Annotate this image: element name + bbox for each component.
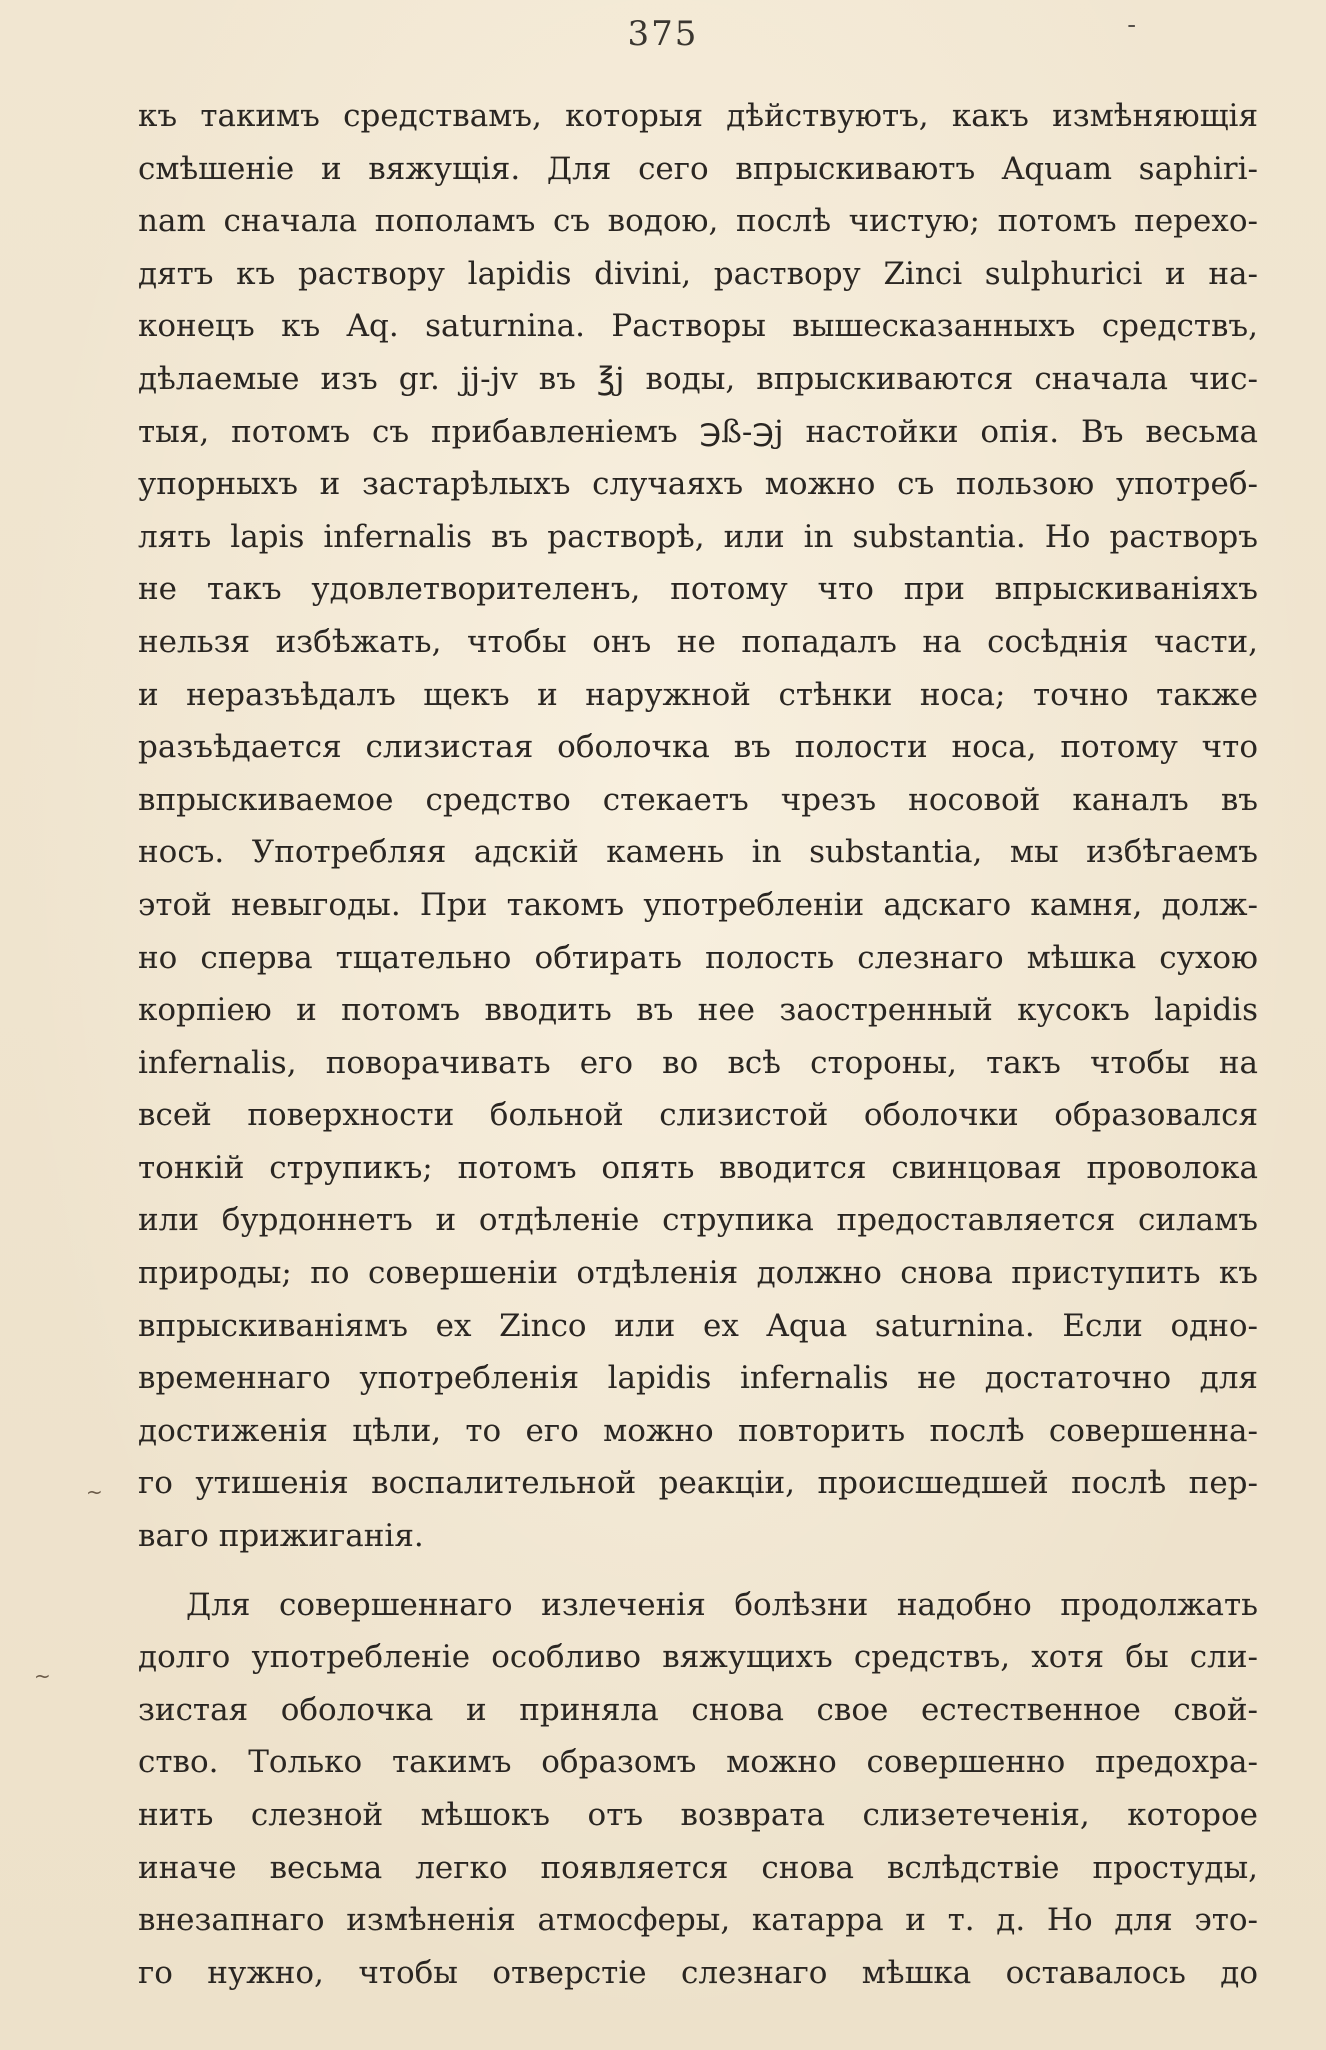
text-line: но сперва тщательно обтирать полость слезнаго мѣшка сухою [138, 939, 1258, 976]
text-line: nam сначала пополамъ съ водою, послѣ чистую; потомъ перехо- [138, 203, 1258, 240]
text-line: всей поверхности больной слизистой оболочки образовался [138, 1097, 1258, 1134]
text-line: или бурдоннетъ и отдѣленіе струпика предоставляется силамъ [138, 1202, 1258, 1239]
text-line: конецъ къ Aq. saturnina. Растворы вышесказанныхъ средствъ, [138, 308, 1258, 345]
corner-mark: - [1127, 10, 1136, 40]
text-line: упорныхъ и застарѣлыхъ случаяхъ можно съ пользою употреб- [138, 466, 1258, 503]
margin-mark: ~ [86, 1480, 103, 1504]
text-line: тыя, потомъ съ прибавленіемъ ℈ß-℈j настойки опія. Въ весьма [138, 413, 1258, 450]
text-line: впрыскиваемое средство стекаетъ чрезъ носовой каналъ въ [138, 781, 1258, 818]
text-line: этой невыгоды. При такомъ употребленіи адскаго камня, долж- [138, 886, 1258, 923]
text-line: лять lapis infernalis въ растворѣ, или in substantia. Но растворъ [138, 518, 1258, 555]
text-line: дѣлаемые изъ gr. jj-jv въ ℥j воды, впрыскиваются сначала чис- [138, 360, 1258, 397]
paragraph-end-line: ваго прижиганія. [138, 1518, 424, 1555]
text-line: иначе весьма легко появляется снова вслѣдствіе простуды, [138, 1849, 1258, 1886]
text-line: природы; по совершеніи отдѣленія должно снова приступить къ [138, 1255, 1258, 1292]
text-line: нельзя избѣжать, чтобы онъ не попадалъ на сосѣднія части, [138, 623, 1258, 660]
text-line: го утишенія воспалительной реакціи, происшедшей послѣ пер- [138, 1465, 1258, 1502]
text-line: нить слезной мѣшокъ отъ возврата слизетеченія, которое [138, 1797, 1258, 1833]
body-text [138, 90, 1258, 1999]
text-line: внезапнаго измѣненія атмосферы, катарра и т. д. Но для это- [138, 1902, 1258, 1939]
text-line: носъ. Употребляя адскій камень in substantia, мы избѣгаемъ [138, 834, 1258, 871]
text-line: не такъ удовлетворителенъ, потому что при впрыскиваніяхъ [138, 571, 1258, 608]
text-line: зистая оболочка и приняла снова свое естественное свой- [138, 1691, 1258, 1728]
text-line: смѣшеніе и вяжущія. Для сего впрыскиваютъ Aquam saphiri- [138, 150, 1258, 187]
text-line: временнаго употребленія lapidis infernalis не достаточно для [138, 1360, 1258, 1397]
text-line: и неразъѣдалъ щекъ и наружной стѣнки носа; точно также [138, 676, 1258, 713]
text-line: къ такимъ средствамъ, которыя дѣйствуютъ, какъ измѣняющія [138, 98, 1258, 134]
text-line: го нужно, чтобы отверстіе слезнаго мѣшка оставалось до [138, 1954, 1258, 1991]
text-line: тонкій струпикъ; потомъ опять вводится свинцовая проволока [138, 1149, 1258, 1186]
text-line: достиженія цѣли, то его можно повторить послѣ совершенна- [138, 1412, 1258, 1449]
paragraph-start-line: Для совершеннаго излеченія болѣзни надобно продолжать [186, 1586, 1258, 1623]
text-line: корпіею и потомъ вводить въ нее заостренный кусокъ lapidis [138, 992, 1258, 1029]
text-line: infernalis, поворачивать его во всѣ стороны, такъ чтобы на [138, 1044, 1258, 1081]
margin-mark: ~ [34, 1664, 51, 1688]
text-line: ство. Только такимъ образомъ можно совершенно предохра- [138, 1744, 1258, 1781]
text-line: долго употребленіе особливо вяжущихъ средствъ, хотя бы сли- [138, 1639, 1258, 1676]
text-line: дятъ къ раствору lapidis divini, раствору Zinci sulphurici и на- [138, 255, 1258, 292]
text-line: впрыскиваніямъ ex Zinco или ex Aqua saturnina. Если одно- [138, 1307, 1258, 1344]
text-line: разъѣдается слизистая оболочка въ полости носа, потому что [138, 729, 1258, 766]
page-number: 375 [627, 14, 699, 54]
